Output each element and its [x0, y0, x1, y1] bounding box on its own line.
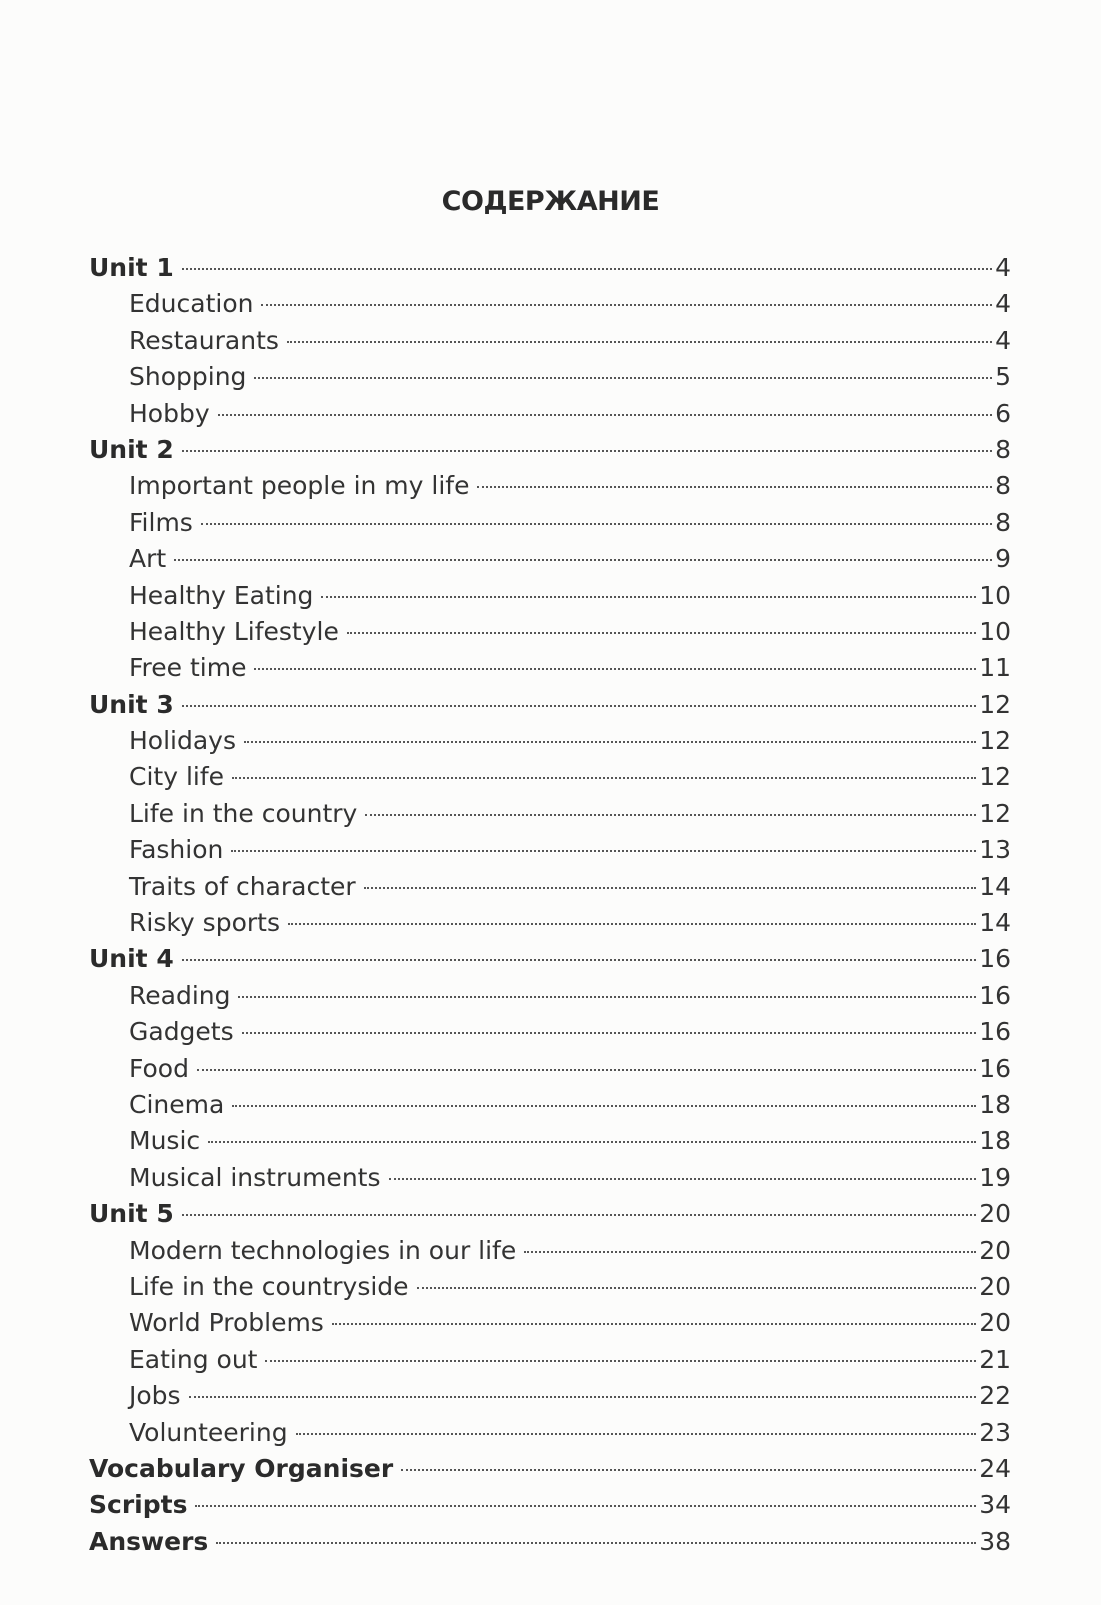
- dot-leader: [174, 559, 992, 561]
- page-title: СОДЕРЖАНИЕ: [441, 186, 660, 217]
- toc-entry-page-number: 20: [979, 1235, 1011, 1265]
- toc-subsection-entry: [89, 1087, 1011, 1123]
- dot-leader: [216, 1542, 976, 1544]
- toc-subsection-entry: [89, 614, 1011, 650]
- toc-entry-page-number: 13: [979, 835, 1011, 865]
- toc-entry-page-number: 12: [979, 689, 1011, 719]
- toc-entry-page-number: 18: [979, 1126, 1011, 1156]
- toc-section-entry: [89, 1524, 1011, 1560]
- dot-leader: [182, 959, 976, 961]
- dot-leader: [389, 1178, 977, 1180]
- toc-entry-label: Risky sports: [129, 908, 280, 938]
- toc-entry-page-number: 20: [979, 1199, 1011, 1229]
- dot-leader: [197, 1069, 976, 1071]
- toc-section-entry: [89, 432, 1011, 468]
- toc-section-entry: [89, 1196, 1011, 1232]
- toc-subsection-entry: [89, 723, 1011, 759]
- toc-subsection-entry: [89, 396, 1011, 432]
- toc-entry-label: World Problems: [129, 1308, 324, 1338]
- dot-leader: [364, 887, 977, 889]
- dot-leader: [182, 705, 976, 707]
- toc-subsection-entry: [89, 650, 1011, 686]
- toc-entry-page-number: 6: [995, 398, 1011, 428]
- dot-leader: [182, 450, 992, 452]
- table-of-contents: [89, 250, 1011, 1560]
- toc-entry-page-number: 8: [995, 507, 1011, 537]
- dot-leader: [201, 523, 992, 525]
- dot-leader: [242, 1032, 977, 1034]
- toc-subsection-entry: [89, 541, 1011, 577]
- dot-leader: [231, 850, 976, 852]
- toc-subsection-entry: [89, 286, 1011, 322]
- toc-entry-label: Food: [129, 1053, 189, 1083]
- toc-subsection-entry: [89, 1051, 1011, 1087]
- toc-entry-label: Holidays: [129, 726, 236, 756]
- toc-entry-label: Gadgets: [129, 1017, 234, 1047]
- toc-entry-page-number: 14: [979, 871, 1011, 901]
- dot-leader: [189, 1396, 977, 1398]
- toc-entry-page-number: 16: [979, 1017, 1011, 1047]
- toc-subsection-entry: [89, 978, 1011, 1014]
- toc-subsection-entry: [89, 796, 1011, 832]
- dot-leader: [321, 596, 976, 598]
- toc-section-entry: [89, 687, 1011, 723]
- toc-subsection-entry: [89, 1342, 1011, 1378]
- toc-entry-page-number: 4: [995, 289, 1011, 319]
- toc-section-entry: [89, 941, 1011, 977]
- toc-subsection-entry: [89, 832, 1011, 868]
- dot-leader: [332, 1323, 976, 1325]
- dot-leader: [296, 1433, 977, 1435]
- toc-subsection-entry: [89, 1378, 1011, 1414]
- dot-leader: [477, 486, 992, 488]
- toc-entry-page-number: 12: [979, 798, 1011, 828]
- toc-entry-page-number: 16: [979, 980, 1011, 1010]
- toc-entry-page-number: 19: [979, 1162, 1011, 1192]
- toc-entry-label: Healthy Eating: [129, 580, 314, 610]
- toc-entry-label: Cinema: [129, 1089, 225, 1119]
- toc-entry-page-number: 18: [979, 1089, 1011, 1119]
- toc-entry-label: Unit 3: [89, 689, 174, 719]
- toc-entry-label: Answers: [89, 1526, 209, 1556]
- dot-leader: [182, 268, 992, 270]
- toc-entry-page-number: 10: [979, 616, 1011, 646]
- toc-entry-label: Free time: [129, 653, 247, 683]
- dot-leader: [288, 923, 976, 925]
- toc-entry-page-number: 34: [979, 1490, 1011, 1520]
- toc-subsection-entry: [89, 1233, 1011, 1269]
- toc-entry-label: Restaurants: [129, 325, 279, 355]
- toc-entry-label: Art: [129, 544, 167, 574]
- dot-leader: [238, 996, 976, 998]
- toc-entry-page-number: 9: [995, 544, 1011, 574]
- toc-entry-page-number: 21: [979, 1344, 1011, 1374]
- toc-entry-page-number: 12: [979, 726, 1011, 756]
- toc-entry-label: Musical instruments: [129, 1162, 381, 1192]
- dot-leader: [232, 1105, 976, 1107]
- toc-subsection-entry: [89, 1415, 1011, 1451]
- toc-entry-label: Unit 1: [89, 253, 174, 282]
- toc-entry-label: City life: [129, 762, 225, 792]
- toc-entry-page-number: 11: [979, 653, 1011, 683]
- toc-subsection-entry: [89, 359, 1011, 395]
- toc-entry-label: Unit 4: [89, 944, 174, 974]
- toc-entry-label: Music: [129, 1126, 201, 1156]
- toc-entry-label: Volunteering: [129, 1417, 288, 1447]
- toc-entry-label: Jobs: [129, 1381, 181, 1411]
- toc-entry-label: Unit 2: [89, 434, 174, 464]
- dot-leader: [208, 1141, 976, 1143]
- toc-entry-label: Life in the country: [129, 798, 358, 828]
- toc-entry-page-number: 8: [995, 471, 1011, 501]
- dot-leader: [254, 377, 992, 379]
- toc-subsection-entry: [89, 468, 1011, 504]
- dot-leader: [365, 814, 976, 816]
- toc-entry-page-number: 4: [995, 325, 1011, 355]
- toc-section-entry: [89, 1451, 1011, 1487]
- toc-entry-page-number: 20: [979, 1308, 1011, 1338]
- toc-entry-page-number: 23: [979, 1417, 1011, 1447]
- dot-leader: [195, 1505, 976, 1507]
- toc-entry-page-number: 16: [979, 1053, 1011, 1083]
- toc-subsection-entry: [89, 505, 1011, 541]
- dot-leader: [261, 304, 992, 306]
- dot-leader: [182, 1214, 976, 1216]
- toc-entry-label: Eating out: [129, 1344, 258, 1374]
- toc-entry-page-number: 20: [979, 1271, 1011, 1301]
- toc-entry-label: Education: [129, 289, 254, 319]
- dot-leader: [232, 777, 976, 779]
- toc-subsection-entry: [89, 578, 1011, 614]
- toc-entry-page-number: 22: [979, 1381, 1011, 1411]
- dot-leader: [218, 414, 992, 416]
- toc-entry-label: Healthy Lifestyle: [129, 616, 339, 646]
- toc-entry-page-number: 10: [979, 580, 1011, 610]
- toc-entry-label: Shopping: [129, 362, 247, 392]
- toc-section-entry: [89, 1487, 1011, 1523]
- toc-subsection-entry: [89, 1305, 1011, 1341]
- toc-entry-label: Films: [129, 507, 193, 537]
- toc-entry-page-number: 8: [995, 434, 1011, 464]
- toc-entry-label: Reading: [129, 980, 231, 1010]
- dot-leader: [287, 341, 992, 343]
- toc-subsection-entry: [89, 759, 1011, 795]
- toc-subsection-entry: [89, 1269, 1011, 1305]
- toc-entry-label: Unit 5: [89, 1199, 174, 1229]
- toc-entry-page-number: 5: [995, 362, 1011, 392]
- toc-entry-page-number: 4: [995, 253, 1011, 282]
- toc-entry-page-number: 38: [979, 1526, 1011, 1556]
- toc-entry-label: Fashion: [129, 835, 224, 865]
- toc-entry-label: Traits of character: [129, 871, 356, 901]
- toc-entry-page-number: 12: [979, 762, 1011, 792]
- dot-leader: [524, 1251, 976, 1253]
- toc-subsection-entry: [89, 869, 1011, 905]
- dot-leader: [254, 668, 976, 670]
- toc-entry-label: Scripts: [89, 1490, 188, 1520]
- toc-subsection-entry: [89, 323, 1011, 359]
- toc-subsection-entry: [89, 1014, 1011, 1050]
- toc-subsection-entry: [89, 905, 1011, 941]
- toc-subsection-entry: [89, 1160, 1011, 1196]
- toc-entry-label: Hobby: [129, 398, 210, 428]
- dot-leader: [347, 632, 976, 634]
- toc-entry-label: Vocabulary Organiser: [89, 1453, 394, 1483]
- toc-entry-label: Life in the countryside: [129, 1271, 409, 1301]
- dot-leader: [244, 741, 976, 743]
- toc-entry-label: Modern technologies in our life: [129, 1235, 517, 1265]
- toc-section-entry: [89, 250, 1011, 286]
- toc-entry-label: Important people in my life: [129, 471, 470, 501]
- dot-leader: [401, 1469, 976, 1471]
- toc-entry-page-number: 16: [979, 944, 1011, 974]
- toc-entry-page-number: 24: [979, 1453, 1011, 1483]
- dot-leader: [265, 1360, 976, 1362]
- dot-leader: [417, 1287, 977, 1289]
- toc-subsection-entry: [89, 1123, 1011, 1159]
- toc-entry-page-number: 14: [979, 908, 1011, 938]
